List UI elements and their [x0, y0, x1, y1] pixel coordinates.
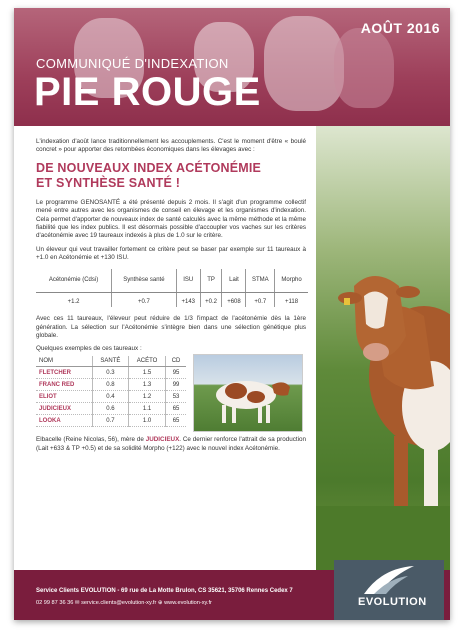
- examples-header-cell: CD: [166, 356, 186, 367]
- evolution-logo: [334, 560, 444, 620]
- index-header-cell: Synthèse santé: [112, 269, 177, 293]
- index-value-cell: +118: [275, 293, 308, 308]
- section-title-line-2: ET SYNTHÈSE SANTÉ !: [36, 175, 181, 190]
- footer: [14, 570, 450, 620]
- cow-photo-4: [334, 28, 394, 108]
- paragraph-reduction: Avec ces 11 taureaux, l'éleveur peut réduire de 1/3 l'impact de l'acétonémie dès la 1ère génération. La sélection sur l'Acétonémie s'intègre bien dans une sélection génétique plus globale.: [36, 315, 306, 339]
- table-row: [36, 403, 186, 415]
- section-title-line-1: DE NOUVEAUX INDEX ACÉTONÉMIE: [36, 160, 262, 175]
- bull-name: JUDICIEUX: [36, 403, 92, 415]
- footer-address: Service Clients EVOLUTION - 69 rue de La Motte Brulon, CS 35621, 35706 Rennes Cedex 7: [36, 588, 293, 594]
- examples-table-header: [36, 356, 186, 367]
- table-cell: 0.3: [92, 367, 128, 379]
- table-cell: 0.6: [92, 403, 128, 415]
- table-cell: 1.0: [129, 415, 166, 427]
- cow-example-photo: [193, 354, 303, 432]
- paragraph-genosante: Le programme GENOSANTÉ a été présenté depuis 2 mois. Il s'agit d'un programme collectif mené entre autres avec les organismes de conseil en élevage et les organismes d'indexation. Cela permet d'apporter de nouveaux index de santé calculés avec la même méthode et la même fiabilité que les index publics. Il est désormais possible d'accoupler vos vaches sur les critères d'acétonémie avec 19 taureaux indexés à plus de 1.0 sur le critère.: [36, 198, 306, 240]
- paragraph-breeder: Un éleveur qui veut travailler fortement ce critère peut se baser par exemple sur 11 taureaux à +1.0 en Acétonémie et +130 ISU.: [36, 245, 306, 262]
- logo-text: EVOLUTION: [358, 596, 427, 608]
- index-table-header: [36, 269, 308, 293]
- index-value-cell: +143: [176, 293, 200, 308]
- index-header-cell: Morpho: [275, 269, 308, 293]
- cow-photo-3: [264, 16, 344, 111]
- table-row: [36, 415, 186, 427]
- index-value-cell: +0.7: [112, 293, 177, 308]
- table-row: [36, 367, 186, 379]
- index-table: [36, 269, 308, 308]
- table-row: [36, 379, 186, 391]
- table-row: [36, 391, 186, 403]
- examples-header-cell: SANTÉ: [92, 356, 128, 367]
- table-cell: 0.8: [92, 379, 128, 391]
- table-cell: 1.5: [129, 367, 166, 379]
- examples-table: [36, 356, 186, 427]
- bull-name: FRANC RED: [36, 379, 92, 391]
- bull-name: FLETCHER: [36, 367, 92, 379]
- header-banner: [14, 8, 450, 126]
- logo-swoosh-icon: [334, 560, 444, 600]
- cow-photo: [314, 126, 450, 570]
- cow-example-illustration: [194, 355, 303, 432]
- index-header-cell: TP: [200, 269, 222, 293]
- examples-heading: Quelques exemples de ces taureaux :: [36, 345, 142, 353]
- bull-name: ELIOT: [36, 391, 92, 403]
- examples-header-cell: ACÉTO: [129, 356, 166, 367]
- index-value-cell: +608: [222, 293, 246, 308]
- index-header-cell: ISU: [176, 269, 200, 293]
- table-cell: 53: [166, 391, 186, 403]
- table-cell: 65: [166, 415, 186, 427]
- closing-part-1: Elbacelle (Reine Nicolas, 56), mère de: [36, 436, 144, 444]
- table-cell: 1.3: [129, 379, 166, 391]
- table-cell: 99: [166, 379, 186, 391]
- index-header-cell: Lait: [222, 269, 246, 293]
- table-cell: 65: [166, 403, 186, 415]
- index-header-cell: STMA: [246, 269, 275, 293]
- table-cell: 0.7: [92, 415, 128, 427]
- index-header-cell: Acétonémie (Cdsi): [36, 269, 112, 293]
- issue-date: AOÛT 2016: [360, 20, 440, 36]
- content-area: [14, 126, 316, 570]
- newsletter-page: [14, 8, 450, 620]
- examples-header-cell: NOM: [36, 356, 92, 367]
- table-cell: 0.4: [92, 391, 128, 403]
- closing-highlight: JUDICIEUX: [145, 436, 180, 444]
- index-value-cell: +1.2: [67, 299, 80, 306]
- index-value-cell: +0.2: [200, 293, 222, 308]
- footer-contact: 02 99 87 36 36 ✉ service.clients@evolution-xy.fr ⊕ www.evolution-xy.fr: [36, 600, 212, 606]
- closing-part-2: . Ce dernier renforce l'attrait de sa production (Lait +633 & TP +0.5) et de sa solidité Morpho (+122) avec le nouvel index Acétonémie.: [36, 436, 307, 452]
- index-value-cell: +0.7: [246, 293, 275, 308]
- intro-text: L'indexation d'août lance traditionnellement les accouplements. C'est le moment d'être « boulé concret » pour apporter des retombées économiques dans les élevages avec :: [36, 138, 306, 154]
- table-cell: 1.1: [129, 403, 166, 415]
- section-title: [36, 161, 306, 191]
- index-table-values: [36, 293, 308, 308]
- bull-name: LOOKA: [36, 415, 92, 427]
- cow-illustration: [314, 126, 450, 570]
- examples-block: [36, 356, 306, 430]
- header-title: PIE ROUGE: [34, 70, 261, 114]
- closing-text: [36, 436, 306, 453]
- table-cell: 1.2: [129, 391, 166, 403]
- header-subtitle: COMMUNIQUÉ D'INDEXATION: [36, 56, 229, 71]
- table-cell: 95: [166, 367, 186, 379]
